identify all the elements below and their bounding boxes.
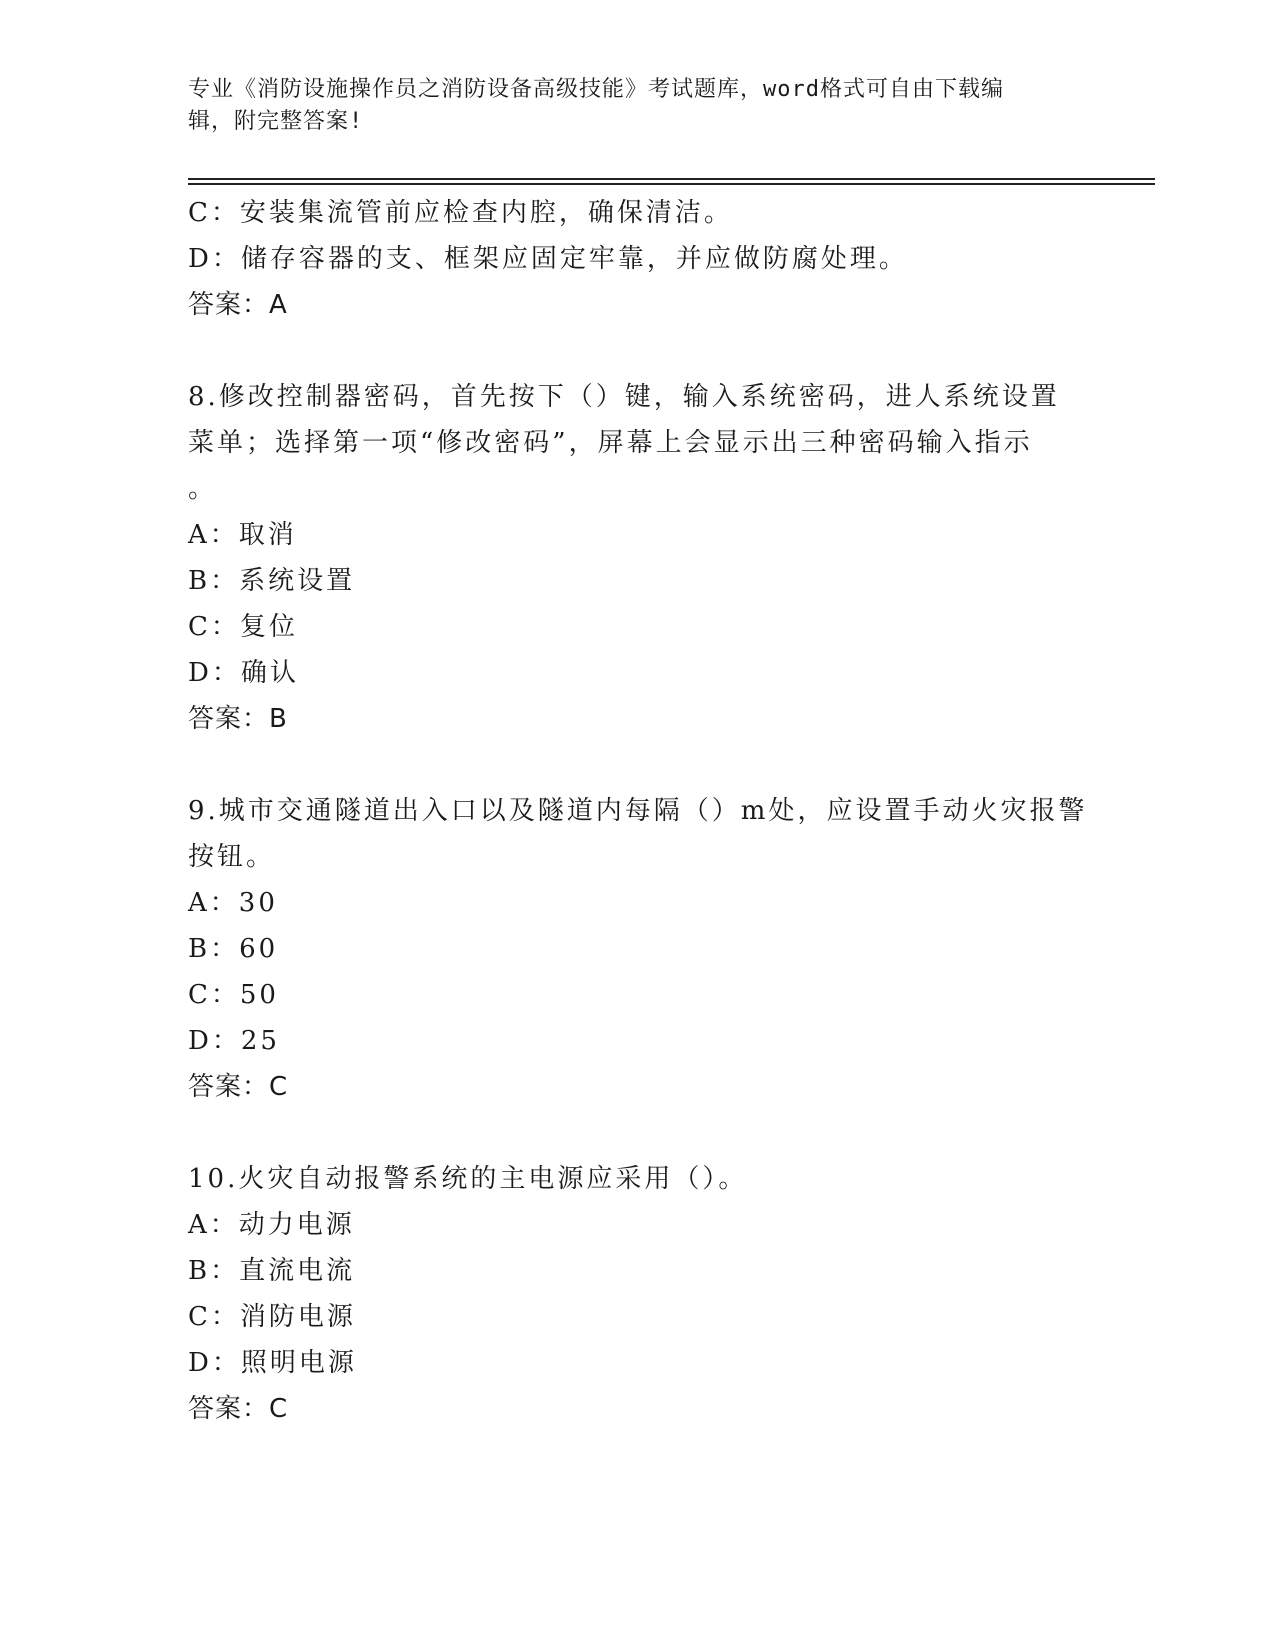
header-divider-top [188,178,1155,180]
answer-line: 答案：C [188,1394,289,1424]
question-stem-line: 。 [188,474,218,504]
answer-line: 答案：C [188,1072,289,1102]
question-7-tail [188,190,1088,328]
option-a: A：动力电源 [188,1210,355,1240]
option-b: B：系统设置 [188,566,356,596]
question-9 [188,788,1088,1110]
option-b: B：直流电流 [188,1256,356,1286]
answer-line: 答案：B [188,704,288,734]
document-header [188,74,1088,138]
question-list [188,190,1088,1432]
question-stem-line: 菜单；选择第一项“修改密码”，屏幕上会显示出三种密码输入指示 [188,428,1033,458]
answer-line: 答案：A [188,290,288,320]
header-line-1: 专业《消防设施操作员之消防设备高级技能》考试题库，word格式可自由下载编 [188,77,1004,102]
spacer [188,1110,1088,1156]
question-stem-line: 按钮。 [188,842,276,872]
option-d: D：储存容器的支、框架应固定牢靠，并应做防腐处理。 [188,244,908,274]
question-stem-line: 8.修改控制器密码，首先按下（）键，输入系统密码，进人系统设置 [188,382,1060,412]
option-c: C：复位 [188,612,298,642]
option-b: B：60 [188,934,279,964]
question-10 [188,1156,1088,1432]
header-divider-bottom [188,183,1155,185]
spacer [188,328,1088,374]
option-c: C：安装集流管前应检查内腔，确保清洁。 [188,198,733,228]
question-8 [188,374,1088,742]
spacer [188,742,1088,788]
question-stem-line: 9.城市交通隧道出入口以及隧道内每隔（）m处，应设置手动火灾报警 [188,796,1088,826]
option-d: D：确认 [188,658,299,688]
option-a: A：取消 [188,520,297,550]
option-a: A：30 [188,888,278,918]
option-c: C：消防电源 [188,1302,356,1332]
option-c: C：50 [188,980,279,1010]
header-line-2: 辑，附完整答案! [188,109,364,134]
question-stem-line: 10.火灾自动报警系统的主电源应采用（）。 [188,1164,748,1194]
option-d: D：25 [188,1026,280,1056]
option-d: D：照明电源 [188,1348,357,1378]
